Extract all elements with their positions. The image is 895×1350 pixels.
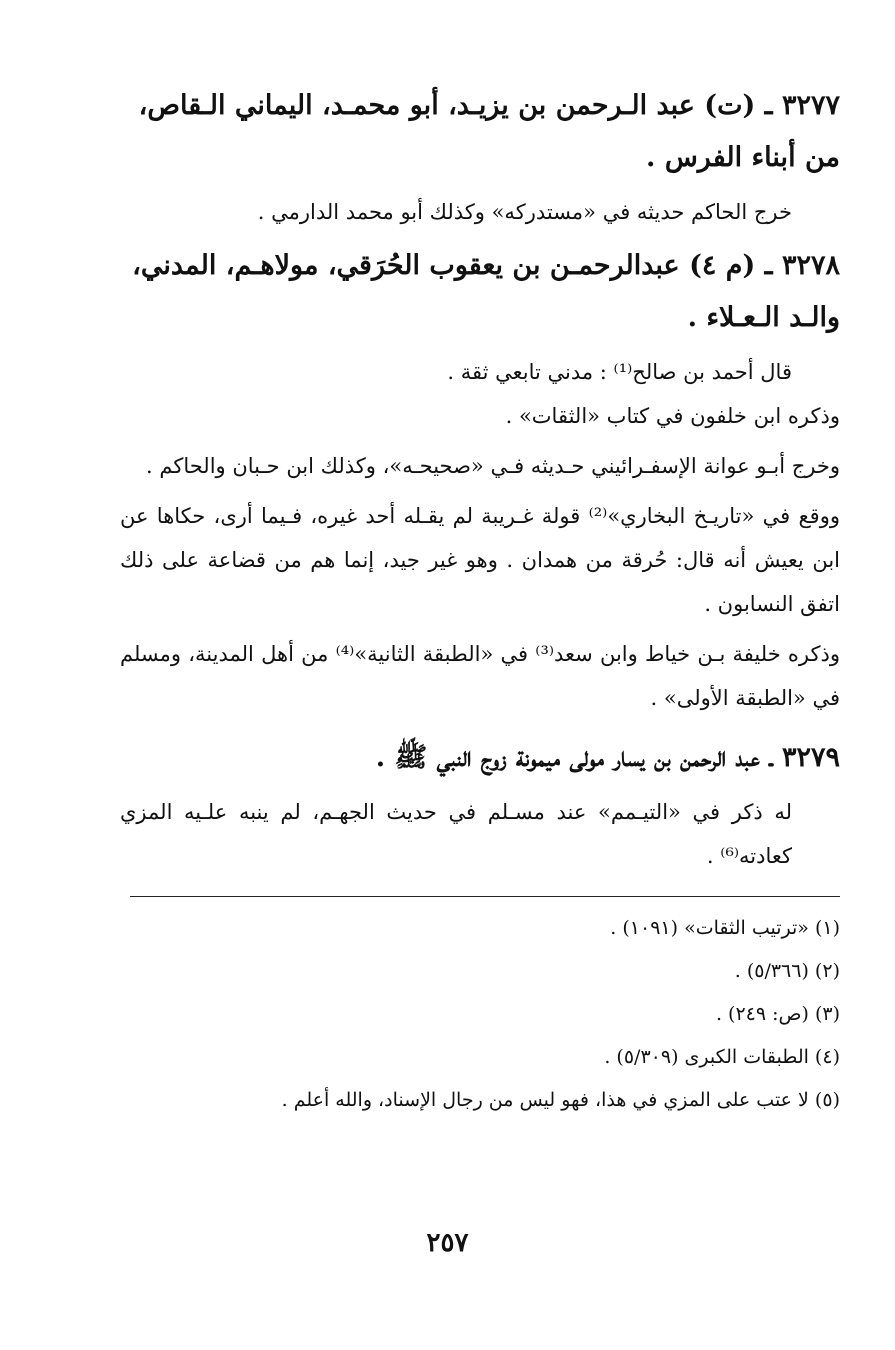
entry-paragraph: ووقع في «تاريـخ البخاري»⁽²⁾ قولة غـريبة لم يقـله أحد غيره، فـيما أرى، حكاها عن ابن يعيش أنه قال: حُرقة من همدان . وهو غير جيد، إنما هم من قضاعة على ذلك اتفق النسابون . [120, 504, 840, 616]
entry-paragraph: وخرج أبـو عوانة الإسفـرائيني حـديثه فـي «صحيحـه»، وكذلك ابن حـبان والحاكم . [146, 454, 840, 478]
entry-heading-3279: ٣٢٧٩ ـ عبد الرحمن بن يسار مولى ميمونة زوج النبي ﷺ . [375, 742, 840, 773]
entry-paragraph: وذكره ابن خلفون في كتاب «الثقات» . [505, 404, 840, 428]
entry-paragraph: وذكره خليفة بـن خياط وابن سعد⁽³⁾ في «الطبقة الثانية»⁽⁴⁾ من أهل المدينة، ومسلم في «الطبقة الأولى» . [120, 642, 840, 710]
entry-paragraph: خرج الحاكم حديثه في «مستدركه» وكذلك أبو محمد الدارمي . [257, 200, 792, 224]
page-body [120, 80, 840, 1122]
footnote: (٣) (ص: ٢٤٩) . [715, 1003, 840, 1025]
footnote-separator [130, 896, 840, 897]
page-number: ٢٥٧ [426, 1228, 469, 1258]
footnote: (٤) الطبقات الكبرى (٥/٣٠٩) . [604, 1046, 840, 1068]
footnote: (٢) (٥/٣٦٦) . [734, 960, 840, 982]
entry-paragraph: له ذكر في «التيـمم» عند مسـلم في حديث الجهـم، لم ينبه علـيه المزي كعادته⁽⁶⁾ . [120, 800, 792, 868]
entry-heading-3278: ٣٢٧٨ ـ (م ٤) عبدالرحمـن بن يعقوب الحُرَقي، مولاهـم، المدني، والـد الـعـلاء . [132, 250, 840, 333]
footnote: (٥) لا عتب على المزي في هذا، فهو ليس من رجال الإسناد، والله أعلم . [281, 1089, 840, 1111]
entry-paragraph: قال أحمد بن صالح⁽¹⁾ : مدني تابعي ثقة . [447, 360, 792, 384]
entry-heading-3277: ٣٢٧٧ ـ (ت) عبد الـرحمن بن يزيـد، أبو محمـد، اليماني الـقاص، من أبناء الفرس . [138, 90, 840, 173]
footnote: (١) «ترتيب الثقات» (١٠٩١) . [610, 917, 840, 939]
